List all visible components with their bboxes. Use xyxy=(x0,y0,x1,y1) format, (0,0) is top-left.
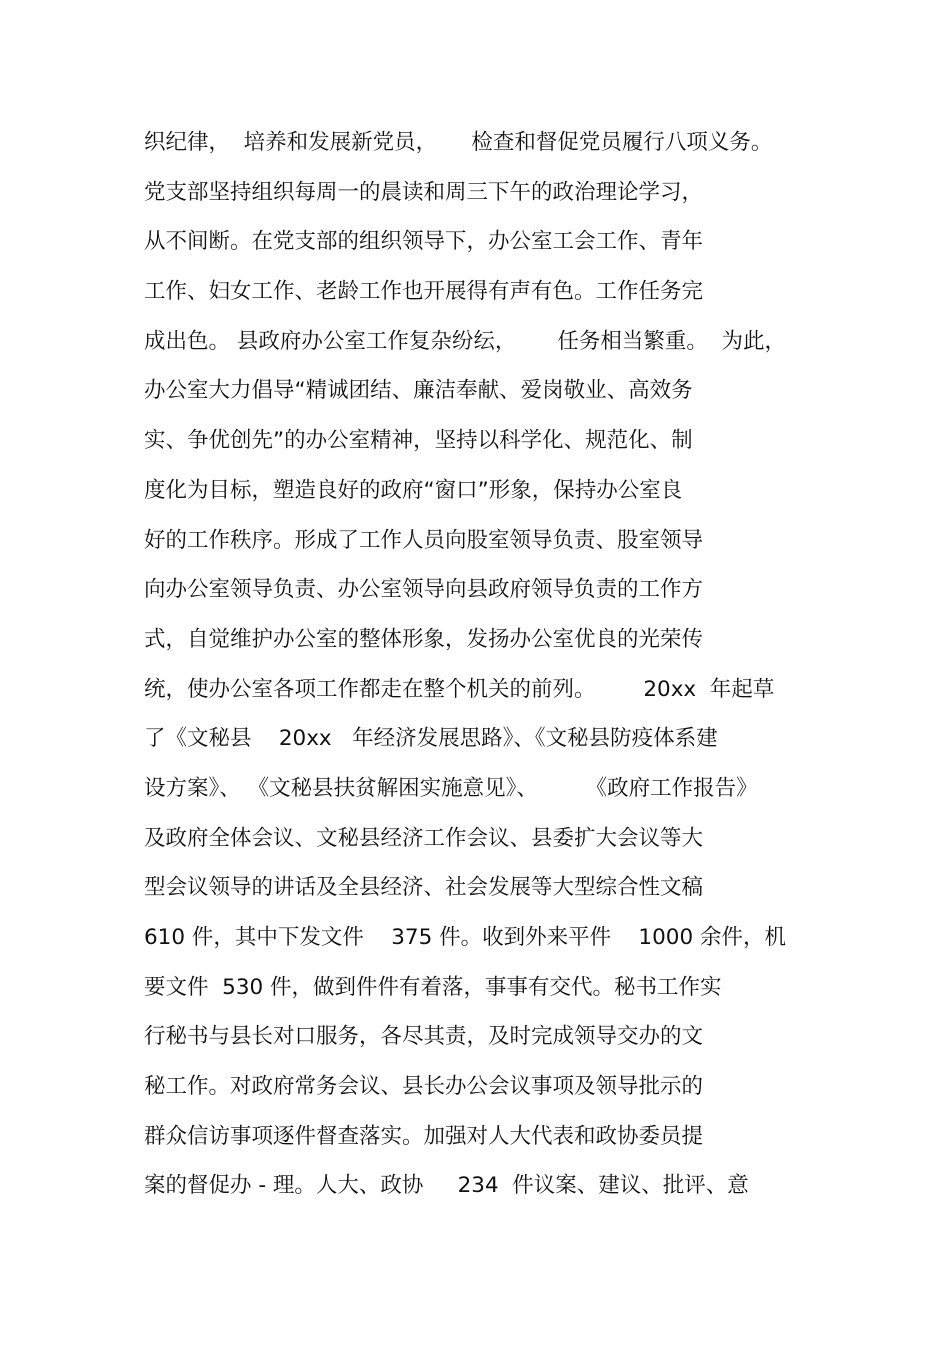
text-line: 党支部坚持组织每周一的晨读和周三下午的政治理论学习， xyxy=(144,179,704,205)
text-line: 要文件 530 件，做到件件有着落，事事有交代。秘书工作实 xyxy=(144,974,722,1000)
text-line: 案的督促办 - 理。人大、政协 234 件议案、建议、批评、意 xyxy=(144,1173,749,1199)
text-line: 度化为目标，塑造良好的政府“窗口”形象，保持办公室良 xyxy=(144,477,683,503)
text-line: 型会议领导的讲话及全县经济、社会发展等大型综合性文稿 xyxy=(144,875,704,901)
text-line: 设方案》、 《文秘县扶贫解困实施意见》、 《政府工作报告》 xyxy=(144,775,758,801)
text-line: 从不间断。在党支部的组织领导下，办公室工会工作、青年 xyxy=(144,229,704,255)
text-line: 秘工作。对政府常务会议、县长办公会议事项及领导批示的 xyxy=(144,1074,704,1100)
body-text xyxy=(144,118,824,1211)
text-line: 式，自觉维护办公室的整体形象，发扬办公室优良的光荣传 xyxy=(144,626,704,652)
text-line: 好的工作秩序。形成了工作人员向股室领导负责、股室领导 xyxy=(144,527,704,553)
text-line: 工作、妇女工作、老龄工作也开展得有声有色。工作任务完 xyxy=(144,279,704,305)
text-line: 实、争优创先”的办公室精神，坚持以科学化、规范化、制 xyxy=(144,428,693,454)
text-line: 办公室大力倡导“精诚团结、廉洁奉献、爱岗敬业、高效务 xyxy=(144,378,693,404)
text-line: 群众信访事项逐件督查落实。加强对人大代表和政协委员提 xyxy=(144,1123,704,1149)
text-line: 向办公室领导负责、办公室领导向县政府领导负责的工作方 xyxy=(144,577,704,603)
text-line: 统，使办公室各项工作都走在整个机关的前列。 20xx 年起草 xyxy=(144,676,775,702)
text-line: 及政府全体会议、文秘县经济工作会议、县委扩大会议等大 xyxy=(144,825,704,851)
text-line: 成出色。 县政府办公室工作复杂纷纭， 任务相当繁重。 为此， xyxy=(144,328,787,354)
text-line: 了《文秘县 20xx 年经济发展思路》、《文秘县防疫体系建 xyxy=(144,726,718,752)
text-line: 610 件，其中下发文件 375 件。收到外来平件 1000 余件，机 xyxy=(144,925,786,950)
text-line: 织纪律， 培养和发展新党员， 检查和督促党员履行八项义务。 xyxy=(144,130,773,155)
text-line: 行秘书与县长对口服务，各尽其责，及时完成领导交办的文 xyxy=(144,1024,704,1050)
